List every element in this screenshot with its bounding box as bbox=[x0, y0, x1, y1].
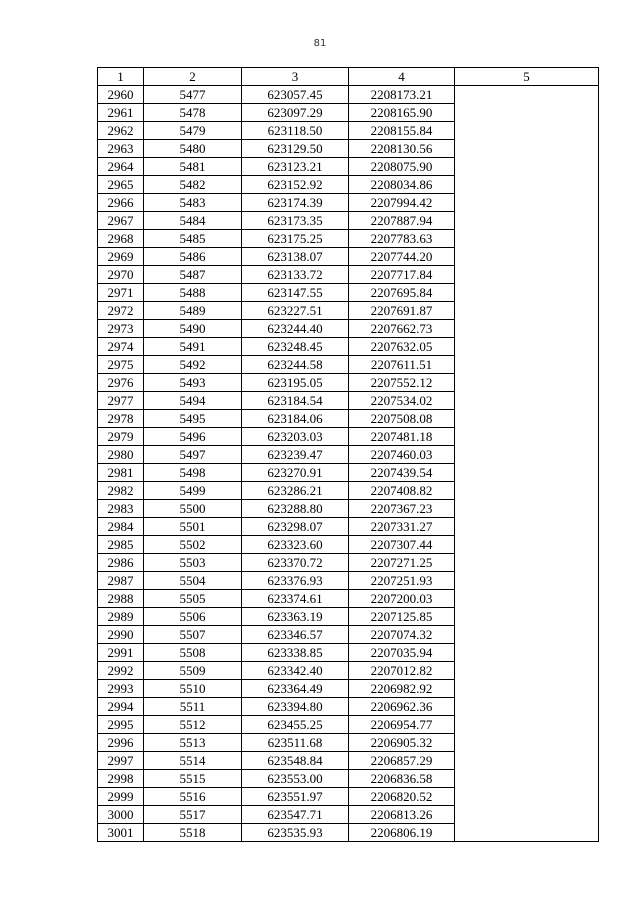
table-cell-col-2: 5512 bbox=[144, 716, 242, 734]
table-cell-col-4: 2207508.08 bbox=[349, 410, 455, 428]
table-cell-col-2: 5481 bbox=[144, 158, 242, 176]
table-cell-col-2: 5516 bbox=[144, 788, 242, 806]
table-cell-col-4: 2207744.20 bbox=[349, 248, 455, 266]
table-cell-col-4: 2207035.94 bbox=[349, 644, 455, 662]
table-cell-col-3: 623298.07 bbox=[242, 518, 349, 536]
table-cell-col-3: 623548.84 bbox=[242, 752, 349, 770]
table-cell-col-1: 2983 bbox=[98, 500, 144, 518]
table-cell-col-3: 623342.40 bbox=[242, 662, 349, 680]
table-cell-col-3: 623551.97 bbox=[242, 788, 349, 806]
table-cell-col-3: 623129.50 bbox=[242, 140, 349, 158]
table-cell-col-2: 5499 bbox=[144, 482, 242, 500]
table-cell-col-1: 2984 bbox=[98, 518, 144, 536]
table-cell-col-4: 2206857.29 bbox=[349, 752, 455, 770]
table-cell-col-3: 623133.72 bbox=[242, 266, 349, 284]
table-cell-col-4: 2207534.02 bbox=[349, 392, 455, 410]
table-cell-col-1: 2963 bbox=[98, 140, 144, 158]
table-cell-col-3: 623286.21 bbox=[242, 482, 349, 500]
table-cell-col-4: 2207481.18 bbox=[349, 428, 455, 446]
table-cell-col-3: 623203.03 bbox=[242, 428, 349, 446]
table-cell-col-1: 2968 bbox=[98, 230, 144, 248]
table-cell-col-4: 2207074.32 bbox=[349, 626, 455, 644]
table-cell-col-3: 623553.00 bbox=[242, 770, 349, 788]
table-cell-col-1: 2985 bbox=[98, 536, 144, 554]
table-cell-col-2: 5517 bbox=[144, 806, 242, 824]
table-cell-col-1: 2999 bbox=[98, 788, 144, 806]
table-cell-col-4: 2207611.51 bbox=[349, 356, 455, 374]
table-cell-col-3: 623123.21 bbox=[242, 158, 349, 176]
table-cell-col-2: 5484 bbox=[144, 212, 242, 230]
table-cell-col-4: 2207251.93 bbox=[349, 572, 455, 590]
table-cell-col-4: 2207994.42 bbox=[349, 194, 455, 212]
table-cell-col-4: 2208155.84 bbox=[349, 122, 455, 140]
table-cell-col-1: 2994 bbox=[98, 698, 144, 716]
table-cell-col-3: 623057.45 bbox=[242, 86, 349, 104]
table-cell-col-1: 2995 bbox=[98, 716, 144, 734]
table-cell-col-1: 2980 bbox=[98, 446, 144, 464]
table-cell-col-2: 5482 bbox=[144, 176, 242, 194]
table-cell-col-1: 3000 bbox=[98, 806, 144, 824]
table-cell-col-4: 2208034.86 bbox=[349, 176, 455, 194]
table-cell-col-1: 2990 bbox=[98, 626, 144, 644]
table-cell-col-1: 2971 bbox=[98, 284, 144, 302]
table-cell-col-2: 5495 bbox=[144, 410, 242, 428]
table-cell-col-1: 2967 bbox=[98, 212, 144, 230]
table-cell-col-1: 2991 bbox=[98, 644, 144, 662]
table-row bbox=[98, 86, 599, 104]
table-cell-col-2: 5515 bbox=[144, 770, 242, 788]
table-cell-col-1: 2974 bbox=[98, 338, 144, 356]
table-cell-col-2: 5510 bbox=[144, 680, 242, 698]
table-cell-col-3: 623288.80 bbox=[242, 500, 349, 518]
table-cell-col-2: 5498 bbox=[144, 464, 242, 482]
table-cell-col-4: 2206905.32 bbox=[349, 734, 455, 752]
table-cell-col-4: 2207439.54 bbox=[349, 464, 455, 482]
table-cell-col-1: 2972 bbox=[98, 302, 144, 320]
table-body bbox=[98, 86, 599, 842]
table-cell-col-4: 2207367.23 bbox=[349, 500, 455, 518]
table-cell-col-4: 2207012.82 bbox=[349, 662, 455, 680]
table-cell-col-3: 623338.85 bbox=[242, 644, 349, 662]
table-cell-col-3: 623394.80 bbox=[242, 698, 349, 716]
table-cell-col-3: 623535.93 bbox=[242, 824, 349, 842]
table-cell-col-3: 623270.91 bbox=[242, 464, 349, 482]
table-cell-col-4: 2207125.85 bbox=[349, 608, 455, 626]
table-cell-col-3: 623323.60 bbox=[242, 536, 349, 554]
table-cell-col-2: 5496 bbox=[144, 428, 242, 446]
table-cell-col-3: 623227.51 bbox=[242, 302, 349, 320]
table-cell-col-1: 2973 bbox=[98, 320, 144, 338]
table-cell-col-2: 5503 bbox=[144, 554, 242, 572]
table-cell-col-4: 2207887.94 bbox=[349, 212, 455, 230]
table-cell-col-2: 5497 bbox=[144, 446, 242, 464]
table-cell-col-2: 5483 bbox=[144, 194, 242, 212]
table-cell-col-1: 2960 bbox=[98, 86, 144, 104]
table-cell-col-1: 2997 bbox=[98, 752, 144, 770]
table-cell-col-3: 623173.35 bbox=[242, 212, 349, 230]
column-header-3: 3 bbox=[242, 68, 349, 86]
table-cell-col-1: 2965 bbox=[98, 176, 144, 194]
table-cell-col-1: 2978 bbox=[98, 410, 144, 428]
table-cell-col-4: 2207552.12 bbox=[349, 374, 455, 392]
table-cell-col-4: 2206836.58 bbox=[349, 770, 455, 788]
column-header-5: 5 bbox=[455, 68, 599, 86]
table-cell-col-4: 2207691.87 bbox=[349, 302, 455, 320]
table-cell-col-4: 2208165.90 bbox=[349, 104, 455, 122]
table-cell-col-1: 2977 bbox=[98, 392, 144, 410]
table-cell-col-4: 2207783.63 bbox=[349, 230, 455, 248]
table-cell-col-2: 5493 bbox=[144, 374, 242, 392]
table-cell-col-4: 2207331.27 bbox=[349, 518, 455, 536]
table-cell-col-3: 623455.25 bbox=[242, 716, 349, 734]
table-cell-col-3: 623370.72 bbox=[242, 554, 349, 572]
table-cell-col-3: 623118.50 bbox=[242, 122, 349, 140]
column-header-1: 1 bbox=[98, 68, 144, 86]
table-cell-col-2: 5494 bbox=[144, 392, 242, 410]
table-cell-col-4: 2206962.36 bbox=[349, 698, 455, 716]
table-cell-col-1: 2970 bbox=[98, 266, 144, 284]
table-cell-col-2: 5485 bbox=[144, 230, 242, 248]
table-cell-col-2: 5491 bbox=[144, 338, 242, 356]
table-cell-col-2: 5514 bbox=[144, 752, 242, 770]
table-cell-col-4: 2207662.73 bbox=[349, 320, 455, 338]
table-header-row bbox=[98, 68, 599, 86]
table-cell-col-3: 623174.39 bbox=[242, 194, 349, 212]
column-header-2: 2 bbox=[144, 68, 242, 86]
table-cell-col-2: 5489 bbox=[144, 302, 242, 320]
table-cell-col-2: 5486 bbox=[144, 248, 242, 266]
table-cell-col-2: 5480 bbox=[144, 140, 242, 158]
table-cell-col-4: 2208130.56 bbox=[349, 140, 455, 158]
table-cell-col-1: 2961 bbox=[98, 104, 144, 122]
table-cell-col-3: 623244.58 bbox=[242, 356, 349, 374]
table-cell-col-3: 623184.06 bbox=[242, 410, 349, 428]
table-cell-col-4: 2206806.19 bbox=[349, 824, 455, 842]
table-cell-col-5 bbox=[455, 86, 599, 842]
table-cell-col-2: 5506 bbox=[144, 608, 242, 626]
table-cell-col-4: 2207200.03 bbox=[349, 590, 455, 608]
table-cell-col-1: 2998 bbox=[98, 770, 144, 788]
table-cell-col-2: 5500 bbox=[144, 500, 242, 518]
table-cell-col-3: 623511.68 bbox=[242, 734, 349, 752]
table-cell-col-1: 2964 bbox=[98, 158, 144, 176]
table-cell-col-4: 2207632.05 bbox=[349, 338, 455, 356]
table-cell-col-3: 623547.71 bbox=[242, 806, 349, 824]
table-cell-col-2: 5487 bbox=[144, 266, 242, 284]
table-cell-col-1: 2987 bbox=[98, 572, 144, 590]
table-cell-col-2: 5501 bbox=[144, 518, 242, 536]
table-cell-col-2: 5478 bbox=[144, 104, 242, 122]
table-cell-col-3: 623346.57 bbox=[242, 626, 349, 644]
table-cell-col-1: 2979 bbox=[98, 428, 144, 446]
table-cell-col-3: 623364.49 bbox=[242, 680, 349, 698]
table-cell-col-3: 623363.19 bbox=[242, 608, 349, 626]
table-cell-col-2: 5509 bbox=[144, 662, 242, 680]
page-number: 81 bbox=[313, 38, 327, 49]
table-cell-col-1: 2975 bbox=[98, 356, 144, 374]
table-cell-col-1: 2966 bbox=[98, 194, 144, 212]
table-cell-col-2: 5492 bbox=[144, 356, 242, 374]
column-header-4: 4 bbox=[349, 68, 455, 86]
table-cell-col-3: 623175.25 bbox=[242, 230, 349, 248]
table-cell-col-4: 2207307.44 bbox=[349, 536, 455, 554]
table-cell-col-1: 2988 bbox=[98, 590, 144, 608]
table-cell-col-4: 2207695.84 bbox=[349, 284, 455, 302]
table-cell-col-2: 5504 bbox=[144, 572, 242, 590]
table-cell-col-1: 2976 bbox=[98, 374, 144, 392]
table-cell-col-4: 2207408.82 bbox=[349, 482, 455, 500]
table-cell-col-2: 5518 bbox=[144, 824, 242, 842]
table-cell-col-2: 5508 bbox=[144, 644, 242, 662]
table-cell-col-3: 623184.54 bbox=[242, 392, 349, 410]
table-cell-col-2: 5507 bbox=[144, 626, 242, 644]
table-cell-col-4: 2206813.26 bbox=[349, 806, 455, 824]
table-cell-col-4: 2206820.52 bbox=[349, 788, 455, 806]
table-cell-col-2: 5488 bbox=[144, 284, 242, 302]
table-cell-col-3: 623097.29 bbox=[242, 104, 349, 122]
table-cell-col-2: 5490 bbox=[144, 320, 242, 338]
table-cell-col-3: 623195.05 bbox=[242, 374, 349, 392]
table-cell-col-1: 3001 bbox=[98, 824, 144, 842]
table-cell-col-3: 623138.07 bbox=[242, 248, 349, 266]
table-cell-col-2: 5511 bbox=[144, 698, 242, 716]
table-cell-col-1: 2981 bbox=[98, 464, 144, 482]
table-cell-col-4: 2207717.84 bbox=[349, 266, 455, 284]
table-cell-col-1: 2996 bbox=[98, 734, 144, 752]
table-cell-col-4: 2208173.21 bbox=[349, 86, 455, 104]
table-cell-col-1: 2989 bbox=[98, 608, 144, 626]
table-cell-col-4: 2207460.03 bbox=[349, 446, 455, 464]
table-cell-col-2: 5513 bbox=[144, 734, 242, 752]
table-cell-col-4: 2208075.90 bbox=[349, 158, 455, 176]
table-cell-col-4: 2206982.92 bbox=[349, 680, 455, 698]
coordinates-table bbox=[97, 67, 599, 842]
table-cell-col-3: 623239.47 bbox=[242, 446, 349, 464]
table-cell-col-2: 5477 bbox=[144, 86, 242, 104]
table-cell-col-4: 2207271.25 bbox=[349, 554, 455, 572]
table-cell-col-2: 5479 bbox=[144, 122, 242, 140]
table-cell-col-1: 2962 bbox=[98, 122, 144, 140]
table-cell-col-3: 623374.61 bbox=[242, 590, 349, 608]
table-cell-col-2: 5502 bbox=[144, 536, 242, 554]
table-cell-col-3: 623376.93 bbox=[242, 572, 349, 590]
table-cell-col-2: 5505 bbox=[144, 590, 242, 608]
table-cell-col-3: 623147.55 bbox=[242, 284, 349, 302]
table-cell-col-1: 2986 bbox=[98, 554, 144, 572]
table-cell-col-3: 623248.45 bbox=[242, 338, 349, 356]
table-cell-col-1: 2992 bbox=[98, 662, 144, 680]
table-cell-col-3: 623244.40 bbox=[242, 320, 349, 338]
table-cell-col-4: 2206954.77 bbox=[349, 716, 455, 734]
table-cell-col-1: 2982 bbox=[98, 482, 144, 500]
table-cell-col-3: 623152.92 bbox=[242, 176, 349, 194]
table-cell-col-1: 2969 bbox=[98, 248, 144, 266]
table-cell-col-1: 2993 bbox=[98, 680, 144, 698]
